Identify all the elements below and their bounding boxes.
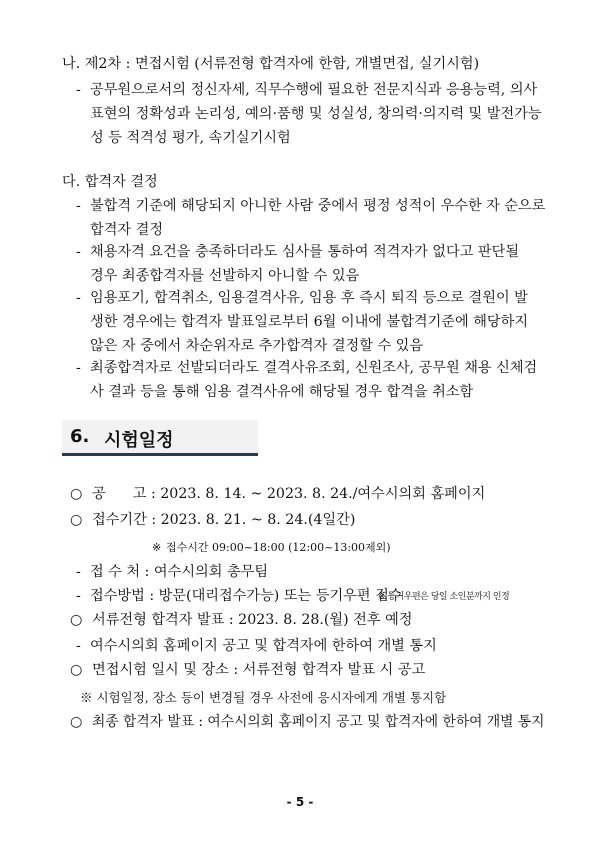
dash-bullet: - <box>76 638 81 654</box>
schedule-final-result: 최종 합격자 발표 : 여수시의회 홈페이지 공고 및 합격자에 한하여 개별 통지 <box>92 714 545 730</box>
schedule-interview: 면접시험 일시 및 장소 : 서류전형 합격자 발표 시 공고 <box>92 662 426 678</box>
schedule-announce: 공 고 : 2023. 8. 14. ~ 2023. 8. 24./여수시의회 홈페이지 <box>92 486 486 502</box>
da-item2-line-2: 경우 최종합격자를 선발하지 아니할 수 있음 <box>90 268 360 284</box>
dash-bullet: - <box>76 290 81 306</box>
schedule-doc-result: 서류전형 합격자 발표 : 2023. 8. 28.(월) 전후 예정 <box>92 612 413 628</box>
na-item-line-1: 공무원으로서의 정신자세, 직무수행에 필요한 전문지식과 응용능력, 의사 <box>90 82 538 98</box>
heading-underline <box>62 453 258 456</box>
na-item-line-2: 표현의 정확성과 논리성, 예의·품행 및 성실성, 창의력·의지력 및 발전가능 <box>90 106 542 122</box>
schedule-reception-period: 접수기간 : 2023. 8. 21. ~ 8. 24.(4일간) <box>92 512 356 528</box>
dash-bullet: - <box>76 588 81 604</box>
schedule-reception-time-note: 접수시간 09:00~18:00 (12:00~13:00제외) <box>166 541 391 554</box>
da-item3-line-2: 생한 경우에는 합격자 발표일로부터 6월 이내에 불합격기준에 해당하지 <box>90 314 529 330</box>
schedule-doc-result-sub: 여수시의회 홈페이지 공고 및 합격자에 한하여 개별 통지 <box>90 638 437 654</box>
ref-mark-icon: ※ <box>152 541 162 554</box>
circle-bullet-icon: ○ <box>70 662 83 678</box>
section-da-title: 다. 합격자 결정 <box>62 174 158 190</box>
page-number: - 5 - <box>286 795 314 809</box>
dash-bullet: - <box>76 198 81 214</box>
circle-bullet-icon: ○ <box>70 612 83 628</box>
schedule-reception-place: 접 수 처 : 여수시의회 총무팀 <box>90 564 269 580</box>
dash-bullet: - <box>76 244 81 260</box>
da-item4-line-1: 최종합격자로 선발되더라도 결격사유조회, 신원조사, 공무원 채용 신체검 <box>90 360 538 376</box>
da-item1-line-2: 합격자 결정 <box>90 222 164 238</box>
circle-bullet-icon: ○ <box>70 512 83 528</box>
circle-bullet-icon: ○ <box>70 714 83 730</box>
da-item4-line-2: 사 결과 등을 통해 임용 결격사유에 해당될 경우 합격을 취소함 <box>90 384 474 400</box>
da-item2-line-1: 채용자격 요건을 충족하더라도 심사를 통하여 적격자가 없다고 판단될 <box>90 244 520 260</box>
schedule-reception-method-note: ※ 등기우편은 당일 소인분까지 인정 <box>378 592 510 602</box>
na-item-line-3: 성 등 적격성 평가, 속기실기시험 <box>90 130 291 146</box>
da-item3-line-1: 임용포기, 합격취소, 임용결격사유, 임용 후 즉시 퇴직 등으로 결원이 발 <box>90 290 528 306</box>
section-na-title: 나. 제2차 : 면접시험 (서류전형 합격자에 한함, 개별면접, 실기시험) <box>62 56 480 72</box>
heading-title: 시험일정 <box>104 430 174 451</box>
section-6-heading <box>62 420 258 456</box>
dash-bullet: - <box>76 82 81 98</box>
schedule-reception-method: 접수방법 : 방문(대리접수가능) 또는 등기우편 접수 <box>90 588 403 604</box>
da-item3-line-3: 않은 자 중에서 차순위자로 추가합격자 결정할 수 있음 <box>90 338 424 354</box>
heading-number: 6. <box>70 426 90 447</box>
da-item1-line-1: 불합격 기준에 해당되지 아니한 사람 중에서 평정 성적이 우수한 자 순으로 <box>90 198 546 214</box>
circle-bullet-icon: ○ <box>70 486 83 502</box>
dash-bullet: - <box>76 564 81 580</box>
dash-bullet: - <box>76 360 81 376</box>
schedule-change-note: ※ 시험일정, 장소 등이 변경될 경우 사전에 응시자에게 개별 통지함 <box>80 690 447 705</box>
